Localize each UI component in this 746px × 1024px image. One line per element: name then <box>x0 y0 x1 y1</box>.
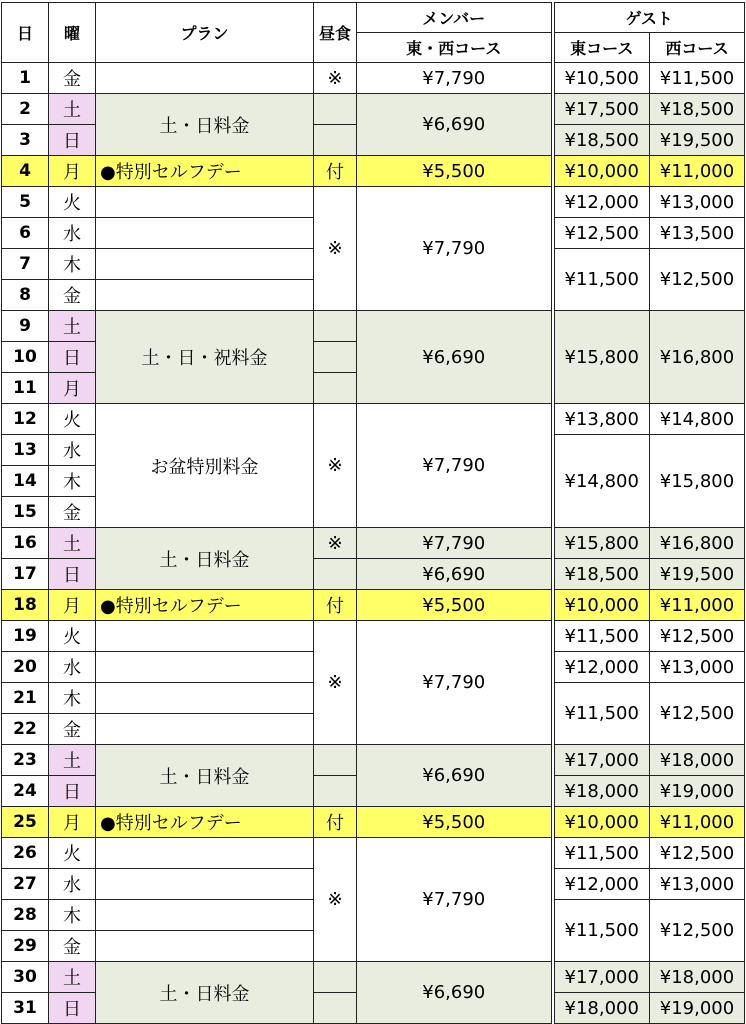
weekday-cell: 日 <box>49 776 96 807</box>
guest-west-fee-cell: ¥12,500 <box>650 683 745 745</box>
day-cell: 26 <box>2 838 49 869</box>
lunch-cell <box>314 342 357 373</box>
table-row <box>2 838 745 869</box>
fee-calendar-table <box>1 2 745 1024</box>
weekday-cell: 金 <box>49 280 96 311</box>
day-cell: 27 <box>2 869 49 900</box>
header-guest-east: 東コース <box>553 33 650 63</box>
plan-cell <box>96 280 314 311</box>
header-guest-west: 西コース <box>650 33 745 63</box>
member-fee-cell: ¥7,790 <box>357 404 553 528</box>
day-cell: 10 <box>2 342 49 373</box>
plan-cell <box>96 652 314 683</box>
day-cell: 29 <box>2 931 49 962</box>
guest-west-fee-cell: ¥11,000 <box>650 156 745 187</box>
guest-east-fee-cell: ¥10,000 <box>553 807 650 838</box>
guest-west-fee-cell: ¥18,000 <box>650 745 745 776</box>
lunch-cell: 付 <box>314 807 357 838</box>
guest-east-fee-cell: ¥15,800 <box>553 528 650 559</box>
plan-cell <box>96 621 314 652</box>
lunch-cell: 付 <box>314 156 357 187</box>
member-fee-cell: ¥7,790 <box>357 528 553 559</box>
guest-east-fee-cell: ¥15,800 <box>553 311 650 404</box>
plan-cell <box>96 187 314 218</box>
lunch-cell: ※ <box>314 404 357 528</box>
day-cell: 16 <box>2 528 49 559</box>
day-cell: 6 <box>2 218 49 249</box>
lunch-cell <box>314 125 357 156</box>
lunch-cell: ※ <box>314 528 357 559</box>
guest-east-fee-cell: ¥11,500 <box>553 683 650 745</box>
plan-cell <box>96 900 314 931</box>
day-cell: 3 <box>2 125 49 156</box>
day-cell: 17 <box>2 559 49 590</box>
weekday-cell: 水 <box>49 435 96 466</box>
guest-west-fee-cell: ¥19,500 <box>650 125 745 156</box>
header-member: メンバー <box>357 3 553 33</box>
guest-east-fee-cell: ¥11,500 <box>553 621 650 652</box>
weekday-cell: 土 <box>49 94 96 125</box>
member-fee-cell: ¥6,690 <box>357 559 553 590</box>
day-cell: 24 <box>2 776 49 807</box>
day-cell: 9 <box>2 311 49 342</box>
day-cell: 18 <box>2 590 49 621</box>
plan-cell <box>96 838 314 869</box>
member-fee-cell: ¥7,790 <box>357 187 553 311</box>
plan-cell: ●特別セルフデー <box>96 807 314 838</box>
guest-west-fee-cell: ¥11,000 <box>650 807 745 838</box>
guest-east-fee-cell: ¥18,500 <box>553 559 650 590</box>
day-cell: 25 <box>2 807 49 838</box>
guest-west-fee-cell: ¥12,500 <box>650 838 745 869</box>
guest-west-fee-cell: ¥13,000 <box>650 869 745 900</box>
weekday-cell: 水 <box>49 869 96 900</box>
lunch-cell: ※ <box>314 63 357 94</box>
weekday-cell: 月 <box>49 807 96 838</box>
table-row <box>2 311 745 342</box>
header-lunch: 昼食 <box>314 3 357 63</box>
lunch-cell <box>314 559 357 590</box>
guest-west-fee-cell: ¥16,800 <box>650 528 745 559</box>
day-cell: 1 <box>2 63 49 94</box>
guest-west-fee-cell: ¥13,500 <box>650 218 745 249</box>
plan-cell: ●特別セルフデー <box>96 156 314 187</box>
lunch-cell <box>314 776 357 807</box>
day-cell: 30 <box>2 962 49 993</box>
member-fee-cell: ¥7,790 <box>357 621 553 745</box>
weekday-cell: 木 <box>49 249 96 280</box>
day-cell: 28 <box>2 900 49 931</box>
day-cell: 23 <box>2 745 49 776</box>
weekday-cell: 金 <box>49 931 96 962</box>
lunch-cell: 付 <box>314 590 357 621</box>
weekday-cell: 土 <box>49 528 96 559</box>
weekday-cell: 火 <box>49 187 96 218</box>
weekday-cell: 金 <box>49 63 96 94</box>
guest-east-fee-cell: ¥17,000 <box>553 745 650 776</box>
plan-cell <box>96 249 314 280</box>
day-cell: 22 <box>2 714 49 745</box>
day-cell: 21 <box>2 683 49 714</box>
plan-cell: 土・日料金 <box>96 94 314 156</box>
table-row <box>2 745 745 776</box>
guest-east-fee-cell: ¥11,500 <box>553 249 650 311</box>
day-cell: 31 <box>2 993 49 1024</box>
table-row <box>2 404 745 435</box>
weekday-cell: 土 <box>49 311 96 342</box>
guest-east-fee-cell: ¥18,000 <box>553 776 650 807</box>
table-row <box>2 156 745 187</box>
lunch-cell <box>314 993 357 1024</box>
member-fee-cell: ¥5,500 <box>357 156 553 187</box>
guest-west-fee-cell: ¥12,500 <box>650 900 745 962</box>
guest-east-fee-cell: ¥17,500 <box>553 94 650 125</box>
table-row <box>2 590 745 621</box>
weekday-cell: 木 <box>49 900 96 931</box>
table-row <box>2 94 745 125</box>
guest-west-fee-cell: ¥12,500 <box>650 249 745 311</box>
table-row <box>2 807 745 838</box>
header-guest: ゲスト <box>553 3 745 33</box>
plan-cell <box>96 931 314 962</box>
day-cell: 12 <box>2 404 49 435</box>
guest-east-fee-cell: ¥10,500 <box>553 63 650 94</box>
plan-cell: 土・日料金 <box>96 962 314 1024</box>
day-cell: 19 <box>2 621 49 652</box>
table-row <box>2 63 745 94</box>
guest-east-fee-cell: ¥17,000 <box>553 962 650 993</box>
day-cell: 11 <box>2 373 49 404</box>
lunch-cell: ※ <box>314 187 357 311</box>
header-weekday: 曜 <box>49 3 96 63</box>
weekday-cell: 火 <box>49 404 96 435</box>
day-cell: 4 <box>2 156 49 187</box>
guest-west-fee-cell: ¥18,500 <box>650 94 745 125</box>
weekday-cell: 木 <box>49 466 96 497</box>
guest-west-fee-cell: ¥19,000 <box>650 776 745 807</box>
lunch-cell: ※ <box>314 838 357 962</box>
guest-east-fee-cell: ¥12,000 <box>553 187 650 218</box>
guest-east-fee-cell: ¥14,800 <box>553 435 650 528</box>
plan-cell: 土・日料金 <box>96 528 314 590</box>
day-cell: 13 <box>2 435 49 466</box>
member-fee-cell: ¥6,690 <box>357 745 553 807</box>
plan-cell <box>96 714 314 745</box>
weekday-cell: 土 <box>49 745 96 776</box>
guest-west-fee-cell: ¥13,000 <box>650 187 745 218</box>
weekday-cell: 火 <box>49 838 96 869</box>
day-cell: 14 <box>2 466 49 497</box>
lunch-cell <box>314 94 357 125</box>
guest-east-fee-cell: ¥12,000 <box>553 869 650 900</box>
table-row <box>2 962 745 993</box>
lunch-cell <box>314 311 357 342</box>
weekday-cell: 水 <box>49 218 96 249</box>
plan-cell <box>96 218 314 249</box>
guest-west-fee-cell: ¥19,000 <box>650 993 745 1024</box>
member-fee-cell: ¥6,690 <box>357 962 553 1024</box>
guest-east-fee-cell: ¥18,500 <box>553 125 650 156</box>
weekday-cell: 月 <box>49 590 96 621</box>
day-cell: 5 <box>2 187 49 218</box>
guest-west-fee-cell: ¥19,500 <box>650 559 745 590</box>
member-fee-cell: ¥7,790 <box>357 838 553 962</box>
guest-west-fee-cell: ¥11,000 <box>650 590 745 621</box>
guest-west-fee-cell: ¥11,500 <box>650 63 745 94</box>
day-cell: 8 <box>2 280 49 311</box>
member-fee-cell: ¥5,500 <box>357 590 553 621</box>
weekday-cell: 日 <box>49 993 96 1024</box>
plan-cell <box>96 683 314 714</box>
guest-east-fee-cell: ¥18,000 <box>553 993 650 1024</box>
day-cell: 7 <box>2 249 49 280</box>
guest-east-fee-cell: ¥12,000 <box>553 652 650 683</box>
member-fee-cell: ¥6,690 <box>357 311 553 404</box>
weekday-cell: 火 <box>49 621 96 652</box>
table-row <box>2 621 745 652</box>
member-fee-cell: ¥6,690 <box>357 94 553 156</box>
weekday-cell: 金 <box>49 497 96 528</box>
guest-west-fee-cell: ¥12,500 <box>650 621 745 652</box>
plan-cell <box>96 869 314 900</box>
guest-east-fee-cell: ¥11,500 <box>553 900 650 962</box>
header-plan: プラン <box>96 3 314 63</box>
table-row <box>2 187 745 218</box>
lunch-cell <box>314 962 357 993</box>
lunch-cell <box>314 745 357 776</box>
weekday-cell: 日 <box>49 559 96 590</box>
guest-east-fee-cell: ¥10,000 <box>553 156 650 187</box>
day-cell: 20 <box>2 652 49 683</box>
member-fee-cell: ¥7,790 <box>357 63 553 94</box>
header-member-course: 東・西コース <box>357 33 553 63</box>
plan-cell: ●特別セルフデー <box>96 590 314 621</box>
weekday-cell: 日 <box>49 125 96 156</box>
plan-cell: お盆特別料金 <box>96 404 314 528</box>
guest-east-fee-cell: ¥10,000 <box>553 590 650 621</box>
guest-east-fee-cell: ¥13,800 <box>553 404 650 435</box>
plan-cell: 土・日料金 <box>96 745 314 807</box>
plan-cell <box>96 63 314 94</box>
guest-west-fee-cell: ¥14,800 <box>650 404 745 435</box>
weekday-cell: 月 <box>49 373 96 404</box>
guest-west-fee-cell: ¥16,800 <box>650 311 745 404</box>
weekday-cell: 月 <box>49 156 96 187</box>
guest-east-fee-cell: ¥12,500 <box>553 218 650 249</box>
member-fee-cell: ¥5,500 <box>357 807 553 838</box>
day-cell: 2 <box>2 94 49 125</box>
weekday-cell: 土 <box>49 962 96 993</box>
plan-cell: 土・日・祝料金 <box>96 311 314 404</box>
header-day: 日 <box>2 3 49 63</box>
guest-east-fee-cell: ¥11,500 <box>553 838 650 869</box>
weekday-cell: 木 <box>49 683 96 714</box>
guest-west-fee-cell: ¥13,000 <box>650 652 745 683</box>
weekday-cell: 日 <box>49 342 96 373</box>
guest-west-fee-cell: ¥15,800 <box>650 435 745 528</box>
guest-west-fee-cell: ¥18,000 <box>650 962 745 993</box>
weekday-cell: 金 <box>49 714 96 745</box>
day-cell: 15 <box>2 497 49 528</box>
weekday-cell: 水 <box>49 652 96 683</box>
lunch-cell <box>314 373 357 404</box>
lunch-cell: ※ <box>314 621 357 745</box>
table-row <box>2 528 745 559</box>
